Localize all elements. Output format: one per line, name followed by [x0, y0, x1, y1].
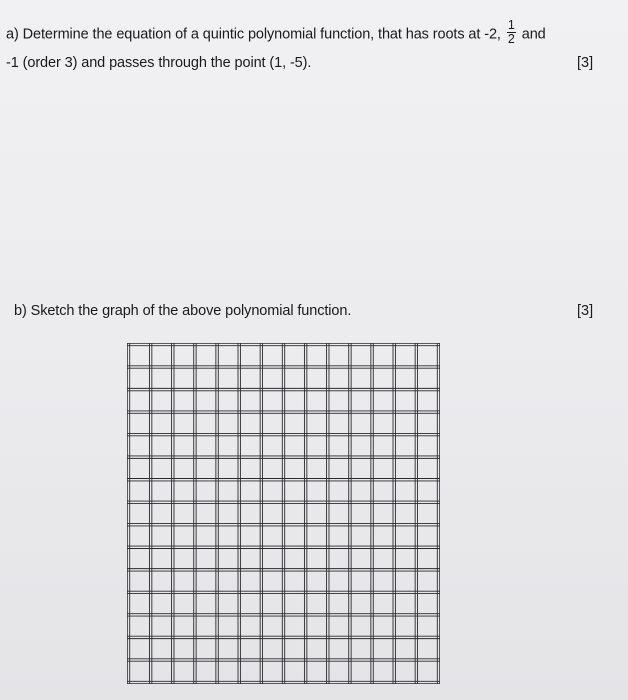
question-b-marks: [3]	[577, 303, 594, 319]
question-a-line-1	[6, 18, 546, 48]
question-a-marks: [3]	[577, 55, 594, 71]
question-a-text-suffix: and	[521, 26, 546, 43]
fraction-denominator: 2	[507, 32, 515, 46]
question-a-line-2: -1 (order 3) and passes through the point (1, -5).	[6, 55, 312, 71]
graph-paper-grid[interactable]	[127, 343, 440, 684]
question-a-text-prefix: a) Determine the equation of a quintic polynomial function, that has roots at -2,	[6, 26, 501, 43]
one-half-fraction	[507, 19, 516, 46]
fraction-numerator: 1	[507, 18, 515, 32]
question-b-text: b) Sketch the graph of the above polynomial function.	[14, 303, 352, 319]
grid-lines	[127, 343, 440, 684]
